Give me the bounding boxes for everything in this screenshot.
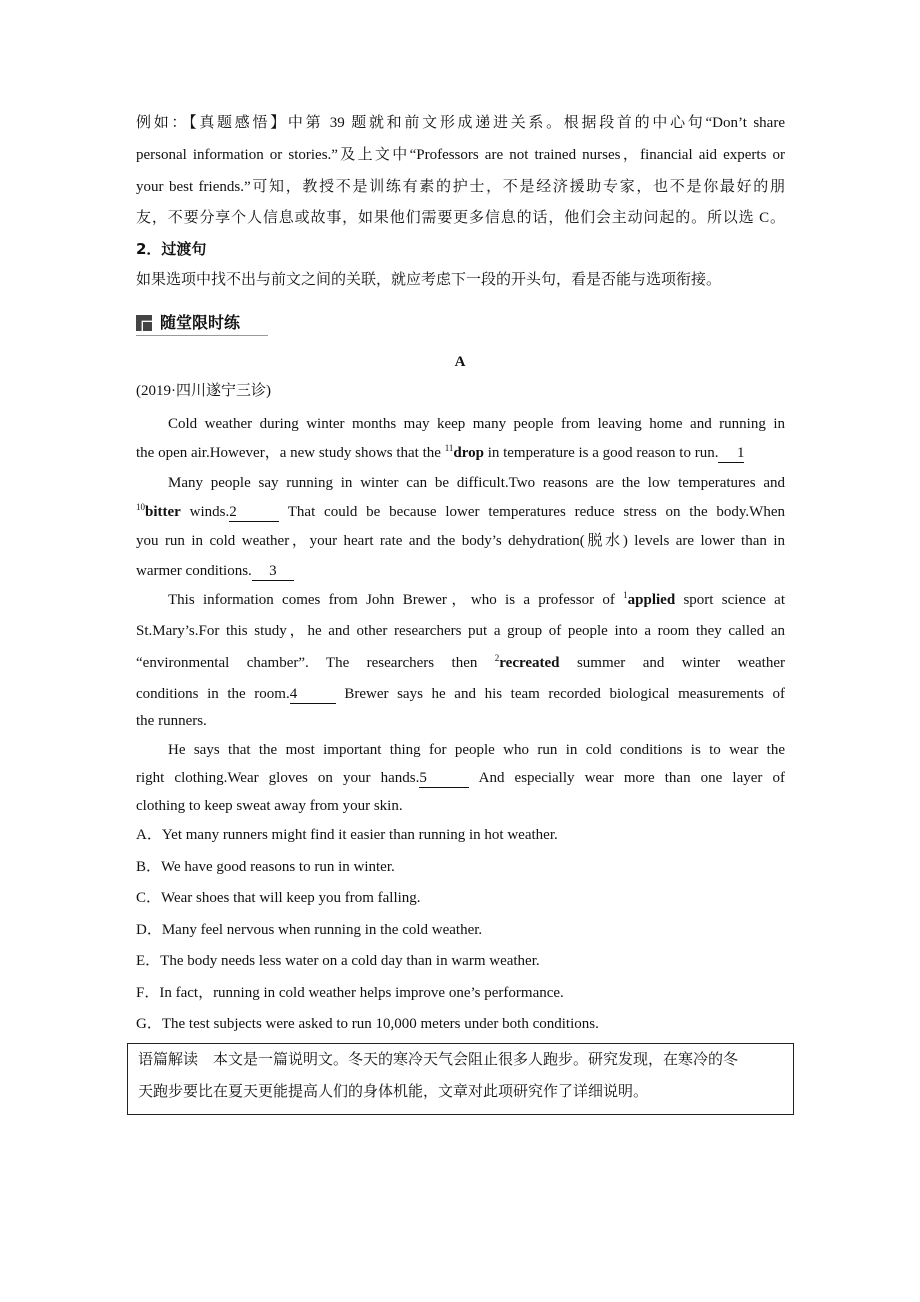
section-marker-icon-inner — [143, 322, 152, 331]
p2-line-3: you run in cold weather，your heart rate and the body’s dehydration(脱水) levels are lower than in — [136, 533, 785, 549]
footnote-11: 11 — [444, 443, 454, 453]
analysis-line-2: 天跑步要比在夏天更能提高人们的身体机能，文章对此项研究作了详细说明。 — [138, 1082, 649, 1100]
text: warmer conditions. — [136, 563, 252, 579]
footnote-10: 10 — [136, 502, 145, 512]
p1-line-2 — [136, 443, 744, 463]
vocab-drop: drop — [453, 445, 484, 461]
analysis-text-1: 本文是一篇说明文。冬天的寒冷天气会阻止很多人跑步。研究发现，在寒冷的冬 — [213, 1050, 739, 1068]
intro-line-2: personal information or stories.”及上文中“Professors are not trained nurses，financial aid experts or — [136, 147, 785, 163]
blank-1[interactable]: 1 — [718, 445, 744, 463]
text: right clothing.Wear gloves on your hands. — [136, 770, 420, 786]
analysis-line-1 — [138, 1048, 738, 1069]
text: That could be because lower temperatures reduce stress on the body.When — [287, 504, 785, 520]
blank-3[interactable]: 3 — [252, 563, 294, 581]
text: This information comes from John Brewer，who is a professor of — [168, 592, 624, 608]
option-a[interactable]: A．Yet many runners might find it easier than running in hot weather. — [136, 827, 558, 843]
blank-4[interactable]: 4 — [290, 686, 336, 704]
p2-line-2 — [136, 502, 785, 522]
option-c[interactable]: C．Wear shoes that will keep you from falling. — [136, 890, 421, 906]
text: winds. — [180, 504, 230, 520]
option-b[interactable]: B．We have good reasons to run in winter. — [136, 859, 395, 875]
section-title: 随堂限时练 — [160, 313, 241, 332]
vocab-applied: applied — [627, 592, 676, 608]
text: Brewer says he and his team recorded biological measurements of — [344, 686, 785, 702]
p1-line-1: Cold weather during winter months may keep many people from leaving home and running in — [168, 416, 785, 432]
blank-2[interactable]: 2 — [229, 504, 279, 522]
p3-line-3 — [136, 653, 785, 673]
text: “environmental chamber”. The researchers then — [136, 655, 495, 671]
option-e[interactable]: E．The body needs less water on a cold day than in warm weather. — [136, 953, 540, 969]
intro-line-1: 例如：【真题感悟】中第 39 题就和前文形成递进关系。根据段首的中心句“Don’t share — [136, 115, 785, 131]
p3-line-4 — [136, 684, 785, 704]
passage-label: A — [454, 354, 466, 370]
footnote-1: 1 — [623, 590, 628, 600]
blank-5[interactable]: 5 — [419, 770, 469, 788]
text: summer and winter weather — [576, 655, 785, 671]
section-header — [136, 307, 268, 336]
intro-line-4: 友，不要分享个人信息或故事，如果他们需要更多信息的话，他们会主动问起的。所以选 C。 — [136, 210, 785, 226]
text: sport science at — [683, 592, 785, 608]
p4-line-1: He says that the most important thing for people who run in cold conditions is to wear the — [168, 742, 785, 758]
footnote-2: 2 — [494, 653, 500, 663]
option-g[interactable]: G．The test subjects were asked to run 10,000 meters under both conditions. — [136, 1016, 599, 1032]
p2-line-1: Many people say running in winter can be difficult.Two reasons are the low temperatures and — [168, 475, 785, 491]
p2-line-4 — [136, 561, 294, 581]
p4-line-2 — [136, 768, 785, 788]
p3-line-1 — [168, 590, 785, 610]
analysis-label: 语篇解读 — [138, 1050, 199, 1068]
passage-source: (2019·四川遂宁三诊) — [136, 383, 271, 399]
subheading-transition: 2．过渡句 — [136, 240, 207, 258]
vocab-bitter: bitter — [145, 504, 181, 520]
option-f[interactable]: F．In fact，running in cold weather helps improve one’s performance. — [136, 985, 564, 1001]
option-d[interactable]: D．Many feel nervous when running in the cold weather. — [136, 922, 483, 938]
p3-line-2: St.Mary’s.For this study，he and other researchers put a group of people into a room they called an — [136, 623, 785, 639]
vocab-recreated: recreated — [499, 655, 560, 671]
p4-line-3: clothing to keep sweat away from your skin. — [136, 798, 403, 814]
intro-line-3: your best friends.”可知，教授不是训练有素的护士，不是经济援助专家，也不是你最好的朋 — [136, 179, 785, 195]
text: And especially wear more than one layer of — [478, 770, 785, 786]
p3-line-5: the runners. — [136, 713, 207, 729]
analysis-box — [127, 1043, 794, 1115]
text: the open air.However，a new study shows that the — [136, 445, 445, 461]
text: in temperature is a good reason to run. — [483, 445, 719, 461]
text: conditions in the room. — [136, 686, 290, 702]
intro-line-5: 如果选项中找不出与前文之间的关联，就应考虑下一段的开头句，看是否能与选项衔接。 — [136, 272, 722, 288]
